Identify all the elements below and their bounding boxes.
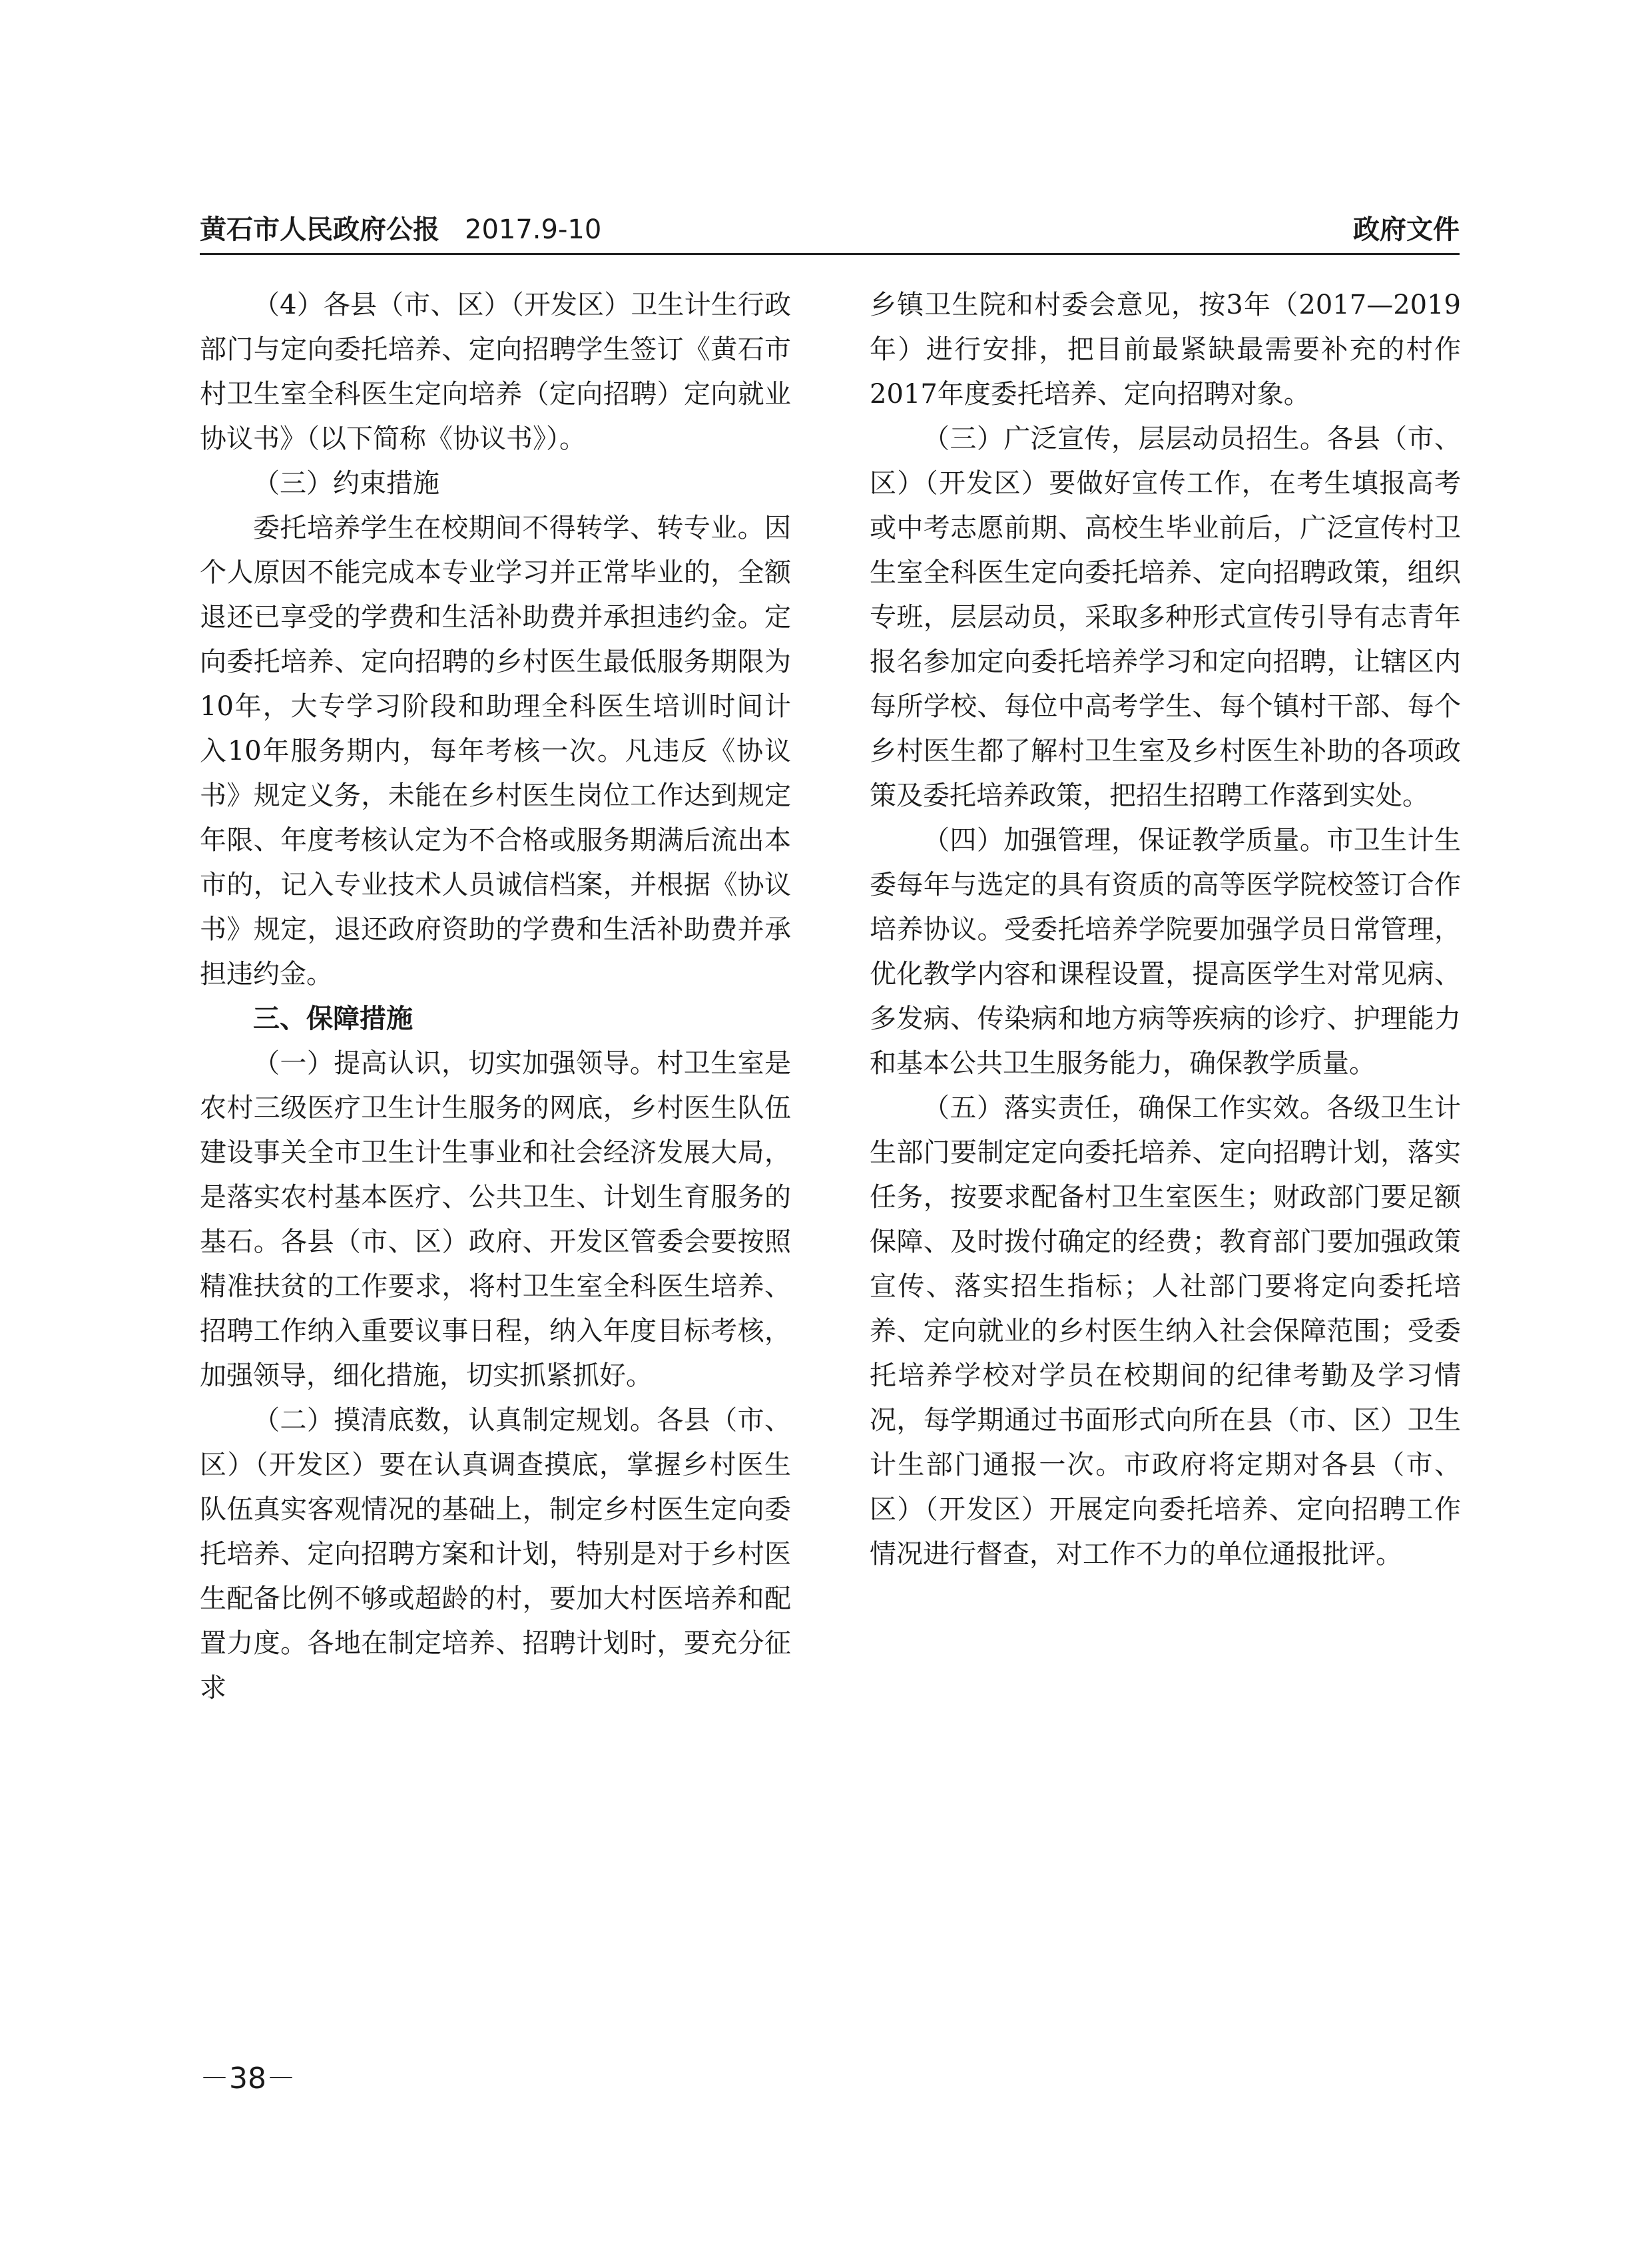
paragraph-management: （四）加强管理，保证教学质量。市卫生计生委每年与选定的具有资质的高等医学院校签订合作培养协议。受委托培养学院要加强学员日常管理，优化教学内容和课程设置，提高医学生对常见病、多发病、传染病和地方病等疾病的诊疗、护理能力和基本公共卫生服务能力，确保教学质量。	[870, 825, 1461, 1079]
paragraph-constraints: 委托培养学生在校期间不得转学、转专业。因个人原因不能完成本专业学习并正常毕业的，全额退还已享受的学费和生活补助费并承担违约金。定向委托培养、定向招聘的乡村医生最低服务期限为10年，大专学习阶段和助理全科医生培训时间计入10年服务期内，每年考核一次。凡违反《协议书》规定义务，未能在乡村医生岗位工作达到规定年限、年度考核认定为不合格或服务期满后流出本市的，记入专业技术人员诚信档案，并根据《协议书》规定，退还政府资助的学费和生活补助费并承担违约金。	[200, 513, 791, 989]
paragraph-planning: （二）摸清底数，认真制定规划。各县（市、区）（开发区）要在认真调查摸底，掌握乡村医生队伍真实客观情况的基础上，制定乡村医生定向委托培养、定向招聘方案和计划，特别是对于乡村医生配备比例不够或超龄的村，要加大村医培养和配置力度。各地在制定培养、招聘计划时，要充分征求	[200, 1405, 791, 1703]
section-heading-safeguards: 三、保障措施	[253, 1003, 413, 1034]
publication-title: 黄石市人民政府公报	[200, 214, 439, 245]
header-publication-line	[200, 208, 601, 246]
right-column	[870, 283, 1461, 1577]
paragraph-planning-continued: 乡镇卫生院和村委会意见，按3年（2017—2019年）进行安排，把目前最紧缺最需要补充的村作2017年度委托培养、定向招聘对象。	[870, 290, 1461, 410]
issue-number: 2017.9-10	[465, 214, 602, 245]
paragraph-publicity: （三）广泛宣传，层层动员招生。各县（市、区）（开发区）要做好宣传工作，在考生填报高考或中考志愿前期、高校生毕业前后，广泛宣传村卫生室全科医生定向委托培养、定向招聘政策，组织专班，层层动员，采取多种形式宣传引导有志青年报名参加定向委托培养学习和定向招聘，让辖区内每所学校、每位中高考学生、每个镇村干部、每个乡村医生都了解村卫生室及乡村医生补助的各项政策及委托培养政策，把招生招聘工作落到实处。	[870, 423, 1461, 811]
paragraph-agreement: （4）各县（市、区）（开发区）卫生计生行政部门与定向委托培养、定向招聘学生签订《黄石市村卫生室全科医生定向培养（定向招聘）定向就业协议书》（以下简称《协议书》）。	[200, 290, 791, 454]
left-column	[200, 283, 791, 1711]
subheading-constraints: （三）约束措施	[253, 468, 439, 499]
page-header	[200, 212, 1460, 255]
section-label: 政府文件	[1353, 214, 1460, 245]
paragraph-responsibility: （五）落实责任，确保工作实效。各级卫生计生部门要制定定向委托培养、定向招聘计划，落实任务，按要求配备村卫生室医生；财政部门要足额保障、及时拨付确定的经费；教育部门要加强政策宣传、落实招生指标；人社部门要将定向委托培养、定向就业的乡村医生纳入社会保障范围；受委托培养学校对学员在校期间的纪律考勤及学习情况，每学期通过书面形式向所在县（市、区）卫生计生部门通报一次。市政府将定期对各县（市、区）（开发区）开展定向委托培养、定向招聘工作情况进行督查，对工作不力的单位通报批评。	[870, 1093, 1461, 1569]
page-number: －38－	[200, 2062, 296, 2096]
paragraph-leadership: （一）提高认识，切实加强领导。村卫生室是农村三级医疗卫生计生服务的网底，乡村医生队伍建设事关全市卫生计生事业和社会经济发展大局，是落实农村基本医疗、公共卫生、计划生育服务的基石。各县（市、区）政府、开发区管委会要按照精准扶贫的工作要求，将村卫生室全科医生培养、招聘工作纳入重要议事日程，纳入年度目标考核，加强领导，细化措施，切实抓紧抓好。	[200, 1048, 791, 1391]
